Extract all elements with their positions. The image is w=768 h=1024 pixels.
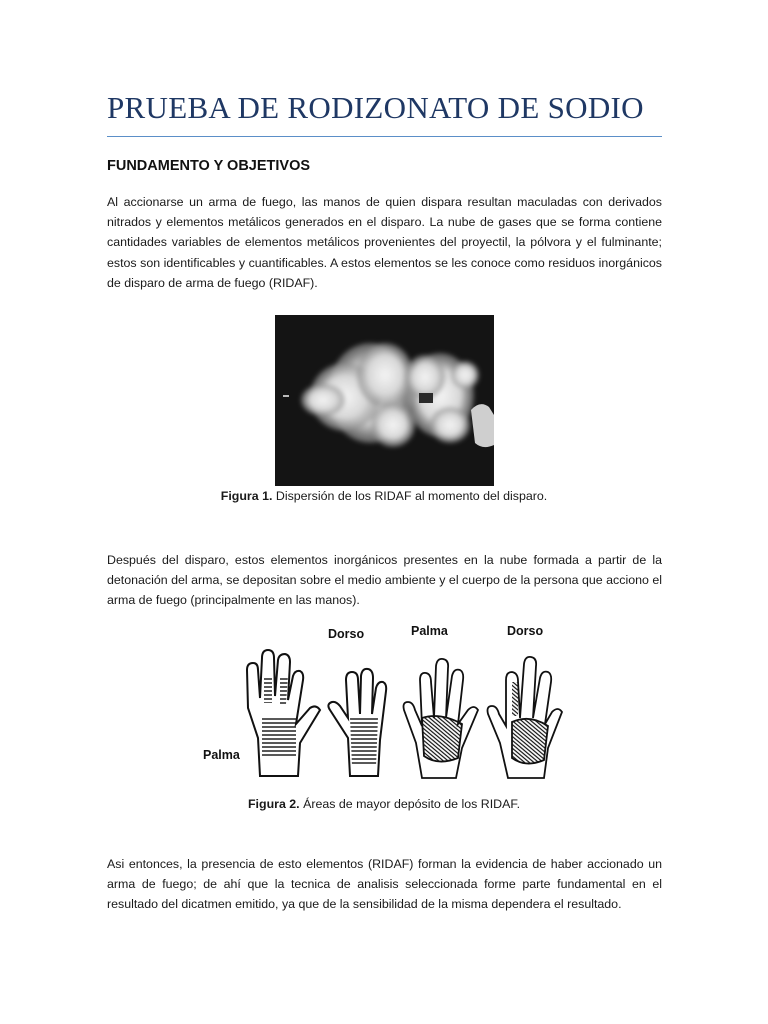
label-palma-left: Palma xyxy=(203,748,240,762)
paragraph-conclusion: Asi entonces, la presencia de esto elementos (RIDAF) forman la evidencia de haber accionado un arma de fuego; de ahí que la tecnica de analisis seleccionada forme parte fundamental en el resultado del dicatmen emitido, ya que de la sensibilidad de la misma dependera el resultado. xyxy=(107,857,662,912)
paragraph-deposit: Después del disparo, estos elementos inorgánicos presentes en la nube formada a partir de la detonación del arma, se depositan sobre el medio ambiente y el cuerpo de la persona que acciono el arma de fuego (principalmente en las manos). xyxy=(107,553,662,608)
figure-2-label: Figura 2. xyxy=(247,797,300,811)
figure-2-caption-text: Áreas de mayor depósito de los RIDAF. xyxy=(299,797,521,811)
gunshot-residue-photo xyxy=(275,315,494,486)
hands-illustration xyxy=(200,618,570,783)
hand-back-1 xyxy=(328,669,386,776)
label-dorso-2: Dorso xyxy=(507,624,544,638)
figure-1-caption-text: Dispersión de los RIDAF al momento del disparo. xyxy=(272,489,548,503)
document-title: PRUEBA DE RODIZONATO DE SODIO xyxy=(107,90,644,125)
hand-deposit-diagram xyxy=(200,618,570,783)
hand-palm-2 xyxy=(404,659,479,778)
hand-back-2 xyxy=(488,657,563,778)
label-dorso-1: Dorso xyxy=(328,627,365,641)
paragraph-intro: Al accionarse un arma de fuego, las manos de quien dispara resultan maculadas con derivados nitrados y elementos metálicos generados en el disparo. La nube de gases que se forma contiene cantidades variables de elementos metálicos provenientes del proyectil, la pólvora y el fulminante; estos son identificables y cuantificables. A estos elementos se les conoce como residuos inorgánicos de disparo de arma de fuego (RIDAF). xyxy=(107,195,662,290)
label-palma-top: Palma xyxy=(411,624,448,638)
section-heading: FUNDAMENTO Y OBJETIVOS xyxy=(107,158,311,174)
figure-2-caption xyxy=(0,797,768,811)
figure-1-label: Figura 1. xyxy=(220,489,273,503)
hand-palm-1 xyxy=(247,650,320,776)
title-divider xyxy=(107,136,662,137)
smoke-cloud-illustration xyxy=(275,315,494,486)
figure-1-caption xyxy=(0,489,768,503)
